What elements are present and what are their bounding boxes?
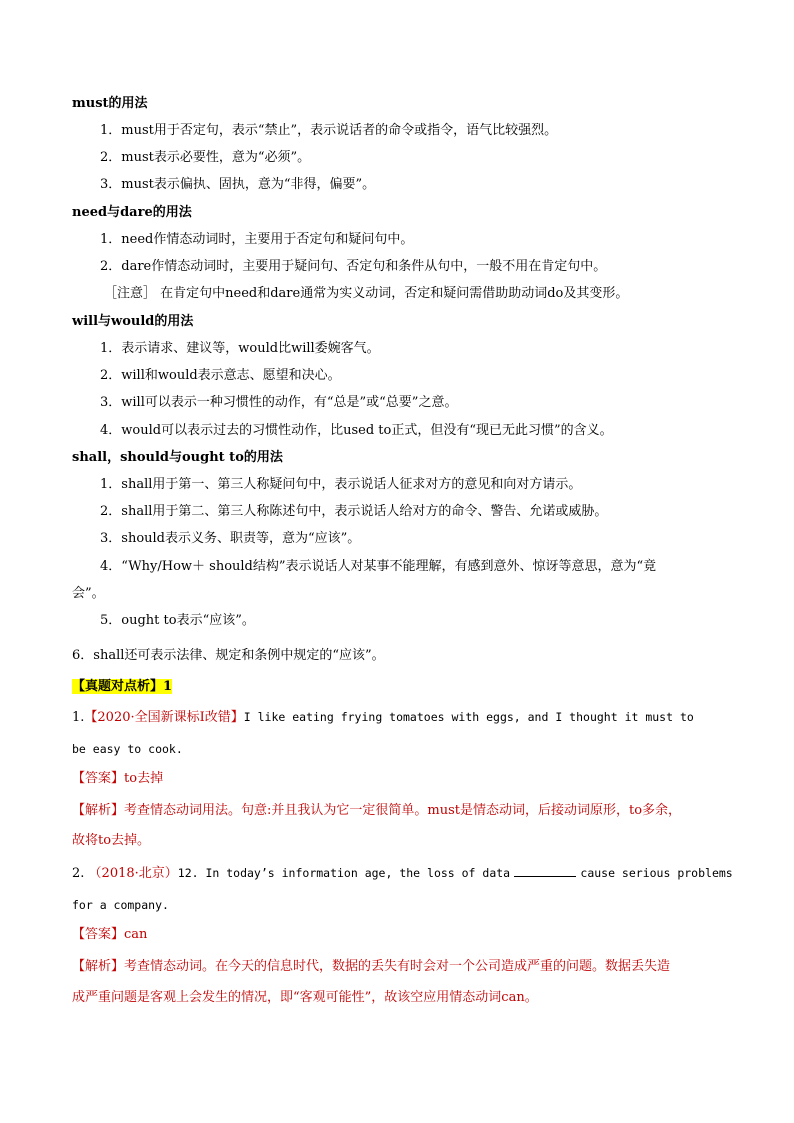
analysis-text: 考查情态动词。在今天的信息时代，数据的丢失有时会对一个公司造成严重的问题。数据丢失造 [124,959,671,974]
question-2-line2 [72,896,724,915]
list-item: 4．would可以表示过去的习惯性动作，比used to正式，但没有“现已无此习惯”的含义。 [100,423,613,438]
question-text: I like eating frying tomatoes with eggs, and I thought it must to [243,710,694,724]
analysis-title: 【真题对点析】1 [72,679,173,694]
question-2-analysis-line2: 成严重问题是客观上会发生的情况，即“客观可能性”，故该空应用情态动词can。 [72,990,538,1005]
question-text: 12. In today’s information age, the loss of data [177,866,511,880]
list-item: 1．shall用于第一、第三人称疑问句中，表示说话人征求对方的意见和向对方请示。 [100,477,582,492]
list-item: 1．must用于否定句，表示“禁止”，表示说话者的命令或指令，语气比较强烈。 [100,123,558,138]
question-text: cause serious problems [580,866,733,880]
list-item: 3．will可以表示一种习惯性的动作，有“总是”或“总要”之意。 [100,395,458,410]
list-item: 1．表示请求、建议等，would比will委婉客气。 [100,341,380,356]
list-item: 3．must表示偏执、固执，意为“非得，偏要”。 [100,177,376,192]
question-1-answer [72,770,724,788]
note-item: ［注意］ 在肯定句中need和dare通常为实义动词，否定和疑问需借助助动词do及其变形。 [104,286,629,301]
question-1-line1 [72,708,724,727]
list-item: 6．shall还可表示法律、规定和条例中规定的“应该”。 [72,648,385,663]
answer-tag: 【答案】 [72,927,125,942]
question-number: 2. [72,866,85,881]
list-item: 5．ought to表示“应该”。 [100,613,255,628]
list-item: 2．will和would表示意志、愿望和决心。 [100,368,341,383]
analysis-tag: 【解析】 [72,803,125,818]
question-2-line1 [72,864,733,883]
question-text: be easy to cook. [72,742,183,756]
analysis-title-row [72,678,724,696]
answer-value: to去掉 [124,771,164,786]
answer-blank [514,864,576,877]
section-heading-must: must的用法 [72,96,148,111]
question-source: （2018·北京） [88,866,178,881]
list-item: 4．“Why/How＋ should结构”表示说话人对某事不能理解，有感到意外、惊讶等意思，意为“竟 [100,559,657,574]
list-item: 2．shall用于第二、第三人称陈述句中，表示说话人给对方的命令、警告、允诺或威胁。 [100,504,608,519]
list-item: 2．must表示必要性，意为“必须”。 [100,150,311,165]
question-1-analysis-line1 [72,802,724,820]
question-source: 【2020·全国新课标I改错】 [84,710,244,725]
section-heading-need-dare: need与dare的用法 [72,205,192,220]
analysis-text: 考查情态动词用法。句意:并且我认为它一定很简单。must是情态动词，后接动词原形，to多余， [124,803,682,818]
question-1-line2 [72,740,724,759]
question-text: for a company. [72,898,169,912]
question-1-analysis-line2: 故将to去掉。 [72,833,151,848]
list-item: 1．need作情态动词时，主要用于否定句和疑问句中。 [100,232,414,247]
analysis-tag: 【解析】 [72,959,125,974]
answer-tag: 【答案】 [72,771,125,786]
section-heading-will-would: will与would的用法 [72,314,194,329]
section-heading-shall-should: shall，should与ought to的用法 [72,450,283,465]
question-2-analysis-line1 [72,958,724,976]
question-2-answer [72,926,724,944]
list-item: 2．dare作情态动词时，主要用于疑问句、否定句和条件从句中，一般不用在肯定句中。 [100,259,607,274]
answer-value: can [124,927,148,942]
question-number: 1. [72,710,85,725]
list-item: 3．should表示义务、职责等，意为“应该”。 [100,531,361,546]
list-item-continuation: 会”。 [72,586,105,601]
